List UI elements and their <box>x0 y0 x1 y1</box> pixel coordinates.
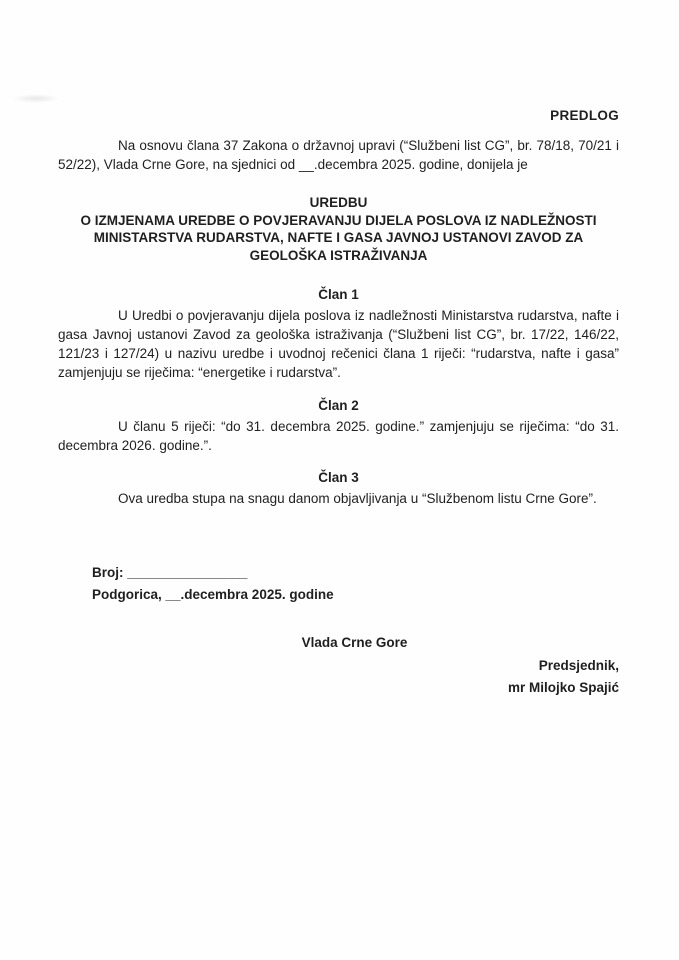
signature-block <box>58 655 619 699</box>
title-line-3: MINISTARSTVA RUDARSTVA, NAFTE I GASA JAVNOJ USTANOVI ZAVOD ZA <box>93 230 584 245</box>
place-date-line: Podgorica, __.decembra 2025. godine <box>92 587 334 602</box>
document-number-line: Broj: ________________ <box>92 565 248 580</box>
article-1-heading: Član 1 <box>318 287 359 302</box>
signature-name: mr Milojko Spajić <box>507 680 619 695</box>
article-3-body: Ova uredba stupa na snagu danom objavljivanja u “Službenom listu Crne Gore”. <box>118 491 597 506</box>
scan-smudge-artifact <box>12 94 60 103</box>
article-2-body: U članu 5 riječi: “do 31. decembra 2025. godine.” zamjenjuju se riječima: “do 31. decembra 2026. godine.”. <box>58 418 619 453</box>
title-line-4: GEOLOŠKA ISTRAŽIVANJA <box>249 247 428 263</box>
intro-paragraph: Na osnovu člana 37 Zakona o državnoj upravi (“Službeni list CG”, br. 78/18, 70/21 i 52/22), Vlada Crne Gore, na sjednici od __.decembra 2025. godine, donijela je <box>58 138 619 172</box>
issuer-line: Vlada Crne Gore <box>301 635 408 650</box>
article-1-body: U Uredbi o povjeravanju dijela poslova iz nadležnosti Ministarstva rudarstva, nafte i gasa Javnoj ustanovi Zavod za geološka istraživanja (“Službeni list CG”, br. 17/22, 146/22, 121/23 i 127/24) u nazivu uredbe i uvodnoj rečenici člana 1 riječi: “rudarstva, nafte i gasa” zamjenjuju se riječima: “energetike i rudarstva”. <box>58 308 619 380</box>
document-content <box>58 0 619 699</box>
document-title <box>58 194 619 264</box>
document-tag: PREDLOG <box>550 108 619 123</box>
title-line-2: O IZMJENAMA UREDBE O POVJERAVANJU DIJELA POSLOVA IZ NADLEŽNOSTI <box>80 212 597 228</box>
article-2-heading: Član 2 <box>318 397 359 413</box>
signature-title: Predsjednik, <box>538 658 619 673</box>
article-3-heading: Član 3 <box>318 470 359 485</box>
title-line-1: UREDBU <box>309 195 368 210</box>
number-place-block <box>58 562 619 606</box>
